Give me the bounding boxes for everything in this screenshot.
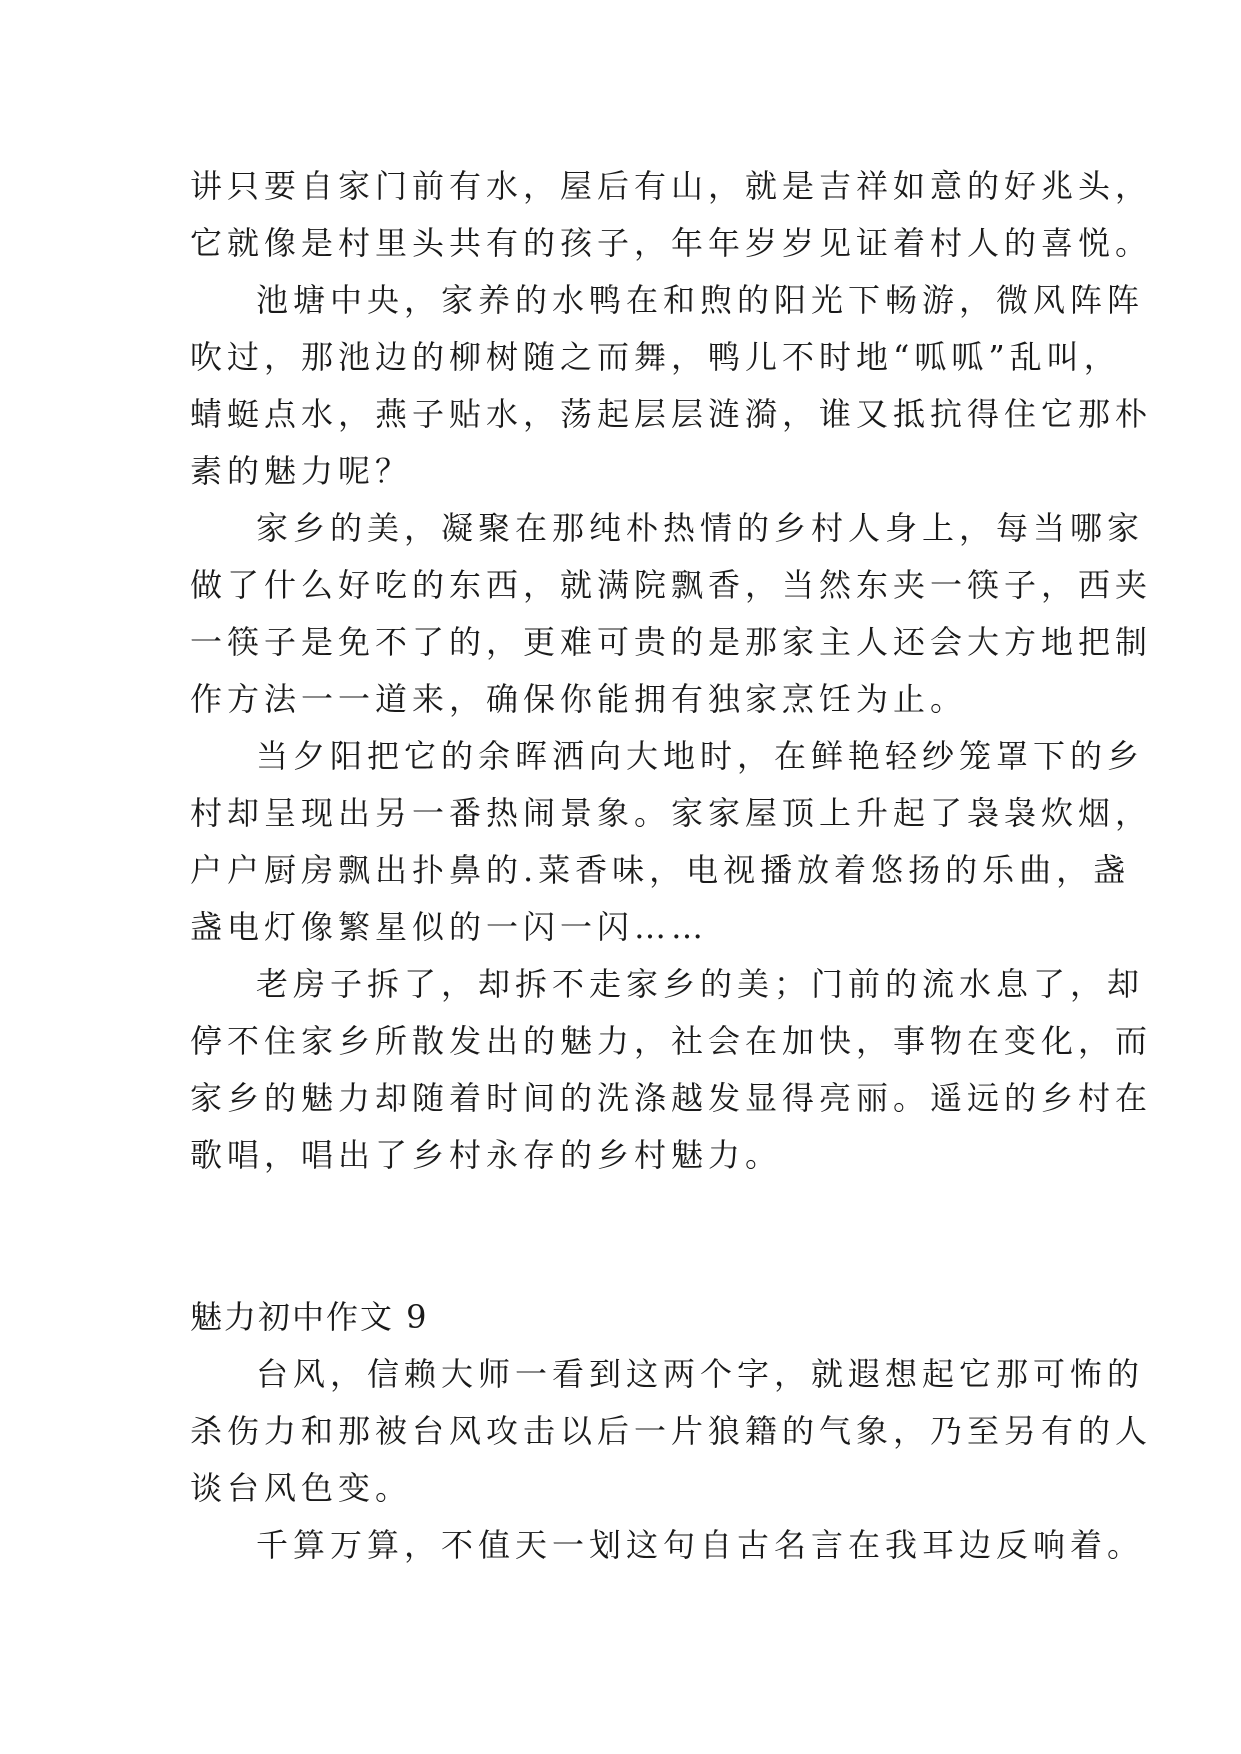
text-line: 作方法一一道来，确保你能拥有独家烹饪为止。 bbox=[190, 680, 968, 718]
text-line: 做了什么好吃的东西，就满院飘香，当然东夹一筷子，西夹 bbox=[190, 566, 1153, 604]
text-line: 家乡的魅力却随着时间的洗涤越发显得亮丽。遥远的乡村在 bbox=[190, 1079, 1153, 1117]
text-line: 停不住家乡所散发出的魅力，社会在加快，事物在变化，而 bbox=[190, 1022, 1153, 1060]
text-line: 它就像是村里头共有的孩子，年年岁岁见证着村人的喜悦。 bbox=[190, 224, 1153, 262]
text-line: 一筷子是免不了的，更难可贵的是那家主人还会大方地把制 bbox=[190, 623, 1153, 661]
paragraph bbox=[190, 500, 1153, 728]
section-heading: 魅力初中作文 9 bbox=[190, 1298, 429, 1336]
paragraph bbox=[190, 272, 1153, 500]
text-line: 台风，信赖大师一看到这两个字，就遐想起它那可怖的 bbox=[256, 1355, 1145, 1393]
paragraph bbox=[190, 956, 1153, 1184]
text-line: 千算万算，不值天一划这句自古名言在我耳边反响着。 bbox=[256, 1526, 1145, 1564]
text-line: 村却呈现出另一番热闹景象。家家屋顶上升起了袅袅炊烟， bbox=[190, 794, 1153, 832]
paragraph bbox=[190, 728, 1153, 956]
text-line: 老房子拆了，却拆不走家乡的美；门前的流水息了，却 bbox=[256, 965, 1145, 1003]
text-line: 蜻蜓点水，燕子贴水，荡起层层涟漪，谁又抵抗得住它那朴 bbox=[190, 395, 1153, 433]
paragraph bbox=[190, 1517, 1145, 1574]
text-line: 家乡的美，凝聚在那纯朴热情的乡村人身上，每当哪家 bbox=[256, 509, 1145, 547]
text-line: 池塘中央，家养的水鸭在和煦的阳光下畅游，微风阵阵 bbox=[256, 281, 1145, 319]
paragraph bbox=[190, 1346, 1153, 1517]
text-line: 歌唱，唱出了乡村永存的乡村魅力。 bbox=[190, 1136, 783, 1174]
text-line: 杀伤力和那被台风攻击以后一片狼籍的气象，乃至另有的人 bbox=[190, 1412, 1153, 1450]
text-line: 户户厨房飘出扑鼻的.菜香味，电视播放着悠扬的乐曲，盏 bbox=[190, 851, 1131, 889]
section-gap bbox=[190, 1184, 1070, 1289]
text-line: 素的魅力呢？ bbox=[190, 452, 413, 490]
text-line: 盏电灯像繁星似的一闪一闪…… bbox=[190, 908, 709, 946]
text-line: 讲只要自家门前有水，屋后有山，就是吉祥如意的好兆头， bbox=[190, 167, 1153, 205]
text-line: 谈台风色变。 bbox=[190, 1469, 413, 1507]
text-line: 当夕阳把它的余晖洒向大地时，在鲜艳轻纱笼罩下的乡 bbox=[256, 737, 1145, 775]
text-line: 吹过，那池边的柳树随之而舞，鸭儿不时地“呱呱”乱叫， bbox=[190, 338, 1121, 376]
document-body bbox=[190, 158, 1153, 1574]
